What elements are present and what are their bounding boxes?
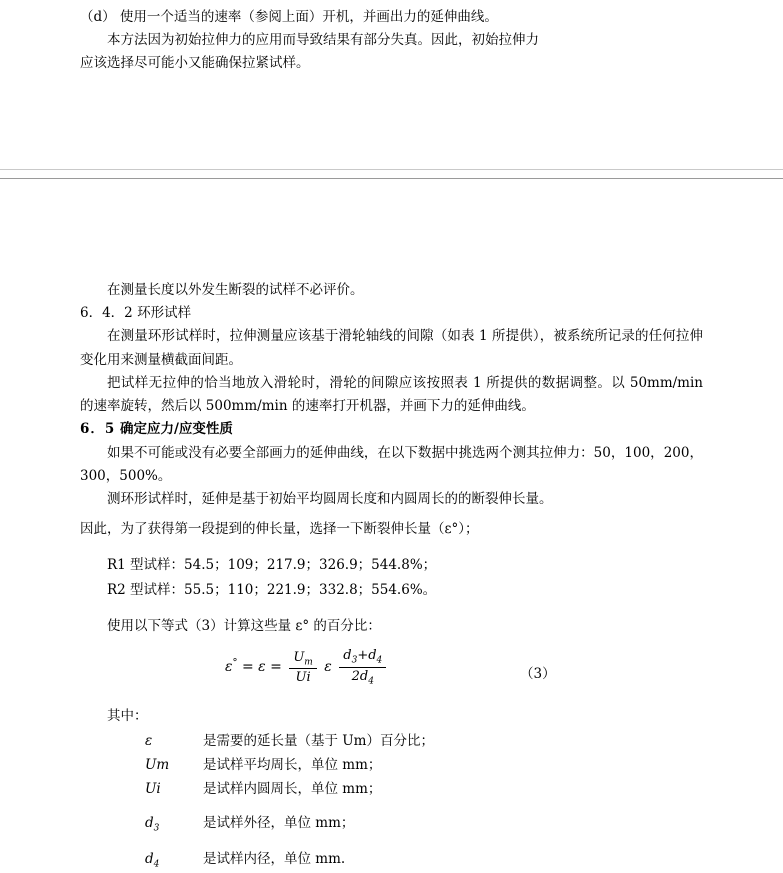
equation-equals-1: = <box>241 659 254 676</box>
equation-lhs-superscript: ° <box>232 657 238 669</box>
page-separator <box>0 169 783 179</box>
definition-symbol <box>80 847 203 873</box>
definition-symbol-d3: $d_3$ <box>145 815 160 835</box>
equation-fraction-denominator: Ui <box>295 670 311 686</box>
where-label: 其中： <box>107 708 148 725</box>
heading-6-4-2-number: 6．4．2 <box>80 305 133 322</box>
definition-symbol <box>80 811 203 837</box>
spacer <box>80 511 703 518</box>
equation-3-expression <box>225 648 389 686</box>
equation-epsilon-mid: ε <box>324 659 332 676</box>
heading-6-5 <box>80 418 703 441</box>
equation-2d4: 2d <box>351 668 369 684</box>
equation-epsilon: ε <box>258 659 266 676</box>
equation-lhs-epsilon-star: ε <box>225 659 233 676</box>
heading-6-5-number: 6．5 <box>80 421 116 438</box>
equation-fraction-numerator <box>289 650 317 670</box>
equation-d4-symbol: d <box>368 648 377 664</box>
equation-fraction-um-ui <box>289 650 317 686</box>
equation-d4-subscript: 4 <box>376 655 383 666</box>
equation-2d4-subscript: 4 <box>368 676 374 687</box>
definition-symbol: Um <box>145 756 170 773</box>
equation-plus-sign: + <box>357 648 369 664</box>
equation-fraction2-denominator <box>339 668 386 687</box>
heading-6-4-2-title: 环形试样 <box>137 305 192 322</box>
paragraph-pulley-adjust: 把试样无拉伸的恰当地放入滑轮时，滑轮的间隙应该按照表 1 所提供的数据调整。以 50mm/min 的速率旋转，然后以 500mm/min 的速率打开机器，并画下力的延伸曲线。 <box>80 374 703 415</box>
paragraph-ring-elongation-basis: 测环形试样时，延伸是基于初始平均圆周长度和内圆周长的的断裂伸长量。 <box>107 490 553 507</box>
equation-d3-subscript: 3 <box>351 655 358 666</box>
definition-row <box>80 753 703 777</box>
definition-symbol: ε <box>145 732 153 749</box>
paragraph-equation-intro: 使用以下等式（3）计算这些量 ε° 的百分比： <box>107 618 381 634</box>
equation-3-block <box>80 648 703 698</box>
equation-3-number: （3） <box>520 666 556 683</box>
paragraph-method-distortion: 本方法因为初始拉伸力的应用而导致结果有部分失真。因此，初始拉伸力 <box>107 32 539 49</box>
paragraph-no-evaluation: 在测量长度以外发生断裂的试样不必评价。 <box>107 282 364 298</box>
paragraph-ring-measurement: 在测量环形试样时，拉伸测量应该基于滑轮轴线的间隙（如表 1 所提供），被系统所记录的任何拉伸变化用来测量横截面间距。 <box>80 328 703 368</box>
definition-row <box>80 777 703 801</box>
sample-r1-values: R1 型试样：54.5；109；217.9；326.9；544.8%； <box>107 557 437 574</box>
paragraph-d-item: （d） 使用一个适当的速率（参阅上面）开机，并画出力的延伸曲线。 <box>80 9 498 25</box>
definition-symbol: Ui <box>145 781 161 798</box>
definition-row <box>80 811 703 837</box>
sample-r2-values: R2 型试样：55.5；110；221.9；332.8；554.6%。 <box>107 581 437 598</box>
paragraph-select-two-forces: 如果不可能或没有必要全部画力的延伸曲线，在以下数据中挑选两个测其拉伸力：50，100，200，300，500%。 <box>80 444 703 484</box>
heading-6-4-2 <box>80 302 703 325</box>
spacer <box>80 541 703 553</box>
page-top-fragment <box>0 0 783 170</box>
paragraph-method-distortion-cont: 应该选择尽可能小又能确保拉紧试样。 <box>80 55 310 72</box>
equation-d3-symbol: d <box>343 648 352 664</box>
definition-list <box>80 729 703 873</box>
definition-text: 是试样内圆周长，单位 mm； <box>203 781 382 798</box>
definition-text: 是需要的延长量（基于 Um）百分比； <box>203 732 434 749</box>
page-bottom-fragment <box>0 179 783 873</box>
equation-um-symbol: U <box>293 649 305 665</box>
paragraph-break-elongation-intro: 因此，为了获得第一段提到的伸长量，选择一下断裂伸长量（ε°）； <box>80 521 479 538</box>
definition-symbol-d4: $d_4$ <box>145 851 160 871</box>
definition-text: 是试样平均周长，单位 mm； <box>203 756 382 773</box>
definition-text: 是试样内径，单位 mm. <box>203 851 346 868</box>
definition-row <box>80 847 703 873</box>
spacer <box>80 602 703 614</box>
equation-um-subscript: m <box>304 657 313 668</box>
heading-6-5-title: 确定应力/应变性质 <box>120 421 233 438</box>
equation-fraction-d3-d4 <box>339 648 386 686</box>
equation-fraction2-numerator <box>339 648 386 668</box>
equation-equals-2: = <box>270 659 282 676</box>
definition-row <box>80 729 703 753</box>
definition-text: 是试样外径，单位 mm； <box>203 815 355 832</box>
